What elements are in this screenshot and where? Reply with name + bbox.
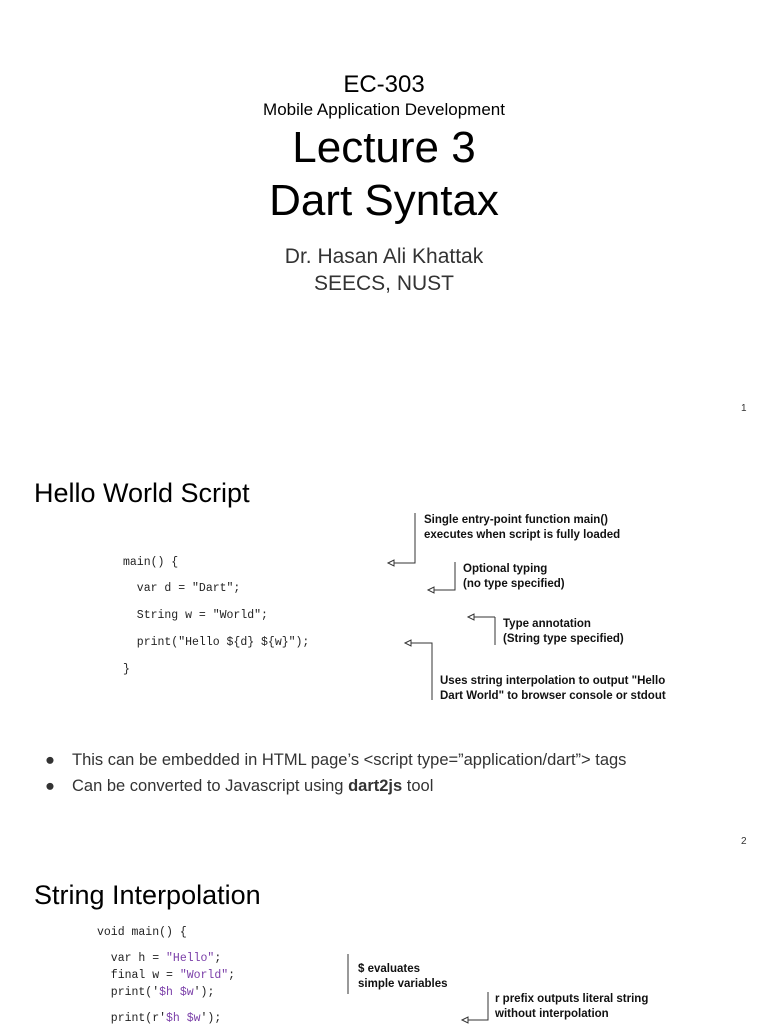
connector-rprefix <box>468 992 488 1020</box>
code3-l3-b: ; <box>228 969 236 982</box>
author-organization: SEECS, NUST <box>313 272 455 295</box>
code-line-4: print("Hello ${d} ${w}"); <box>123 636 310 649</box>
code3-l4-string: $h $w <box>159 986 194 999</box>
code-line-2: var d = "Dart"; <box>123 582 241 595</box>
code3-l2-string: "Hello" <box>166 952 215 965</box>
code3-l5-string: $h $w <box>166 1012 201 1025</box>
lecture-topic: Dart Syntax <box>269 176 499 225</box>
page-number-2: 2 <box>741 836 747 847</box>
slide-title-string-interpolation: String Interpolation <box>34 880 261 910</box>
annotation-optional-typing: Optional typing (no type specified) <box>463 563 565 590</box>
code-line-5: } <box>123 663 130 676</box>
bullet-dot: ● <box>45 777 55 795</box>
code3-l2-a: var h = <box>97 952 167 965</box>
slide-title-hello-world: Hello World Script <box>34 478 250 508</box>
lecture-number: Lecture 3 <box>292 123 476 172</box>
bullet-text-2-pre: Can be converted to Javascript using <box>72 777 349 795</box>
bullet-text-2-bold: dart2js <box>348 777 403 795</box>
page-number-1: 1 <box>741 403 747 414</box>
code3-l5-a: print(r' <box>97 1012 167 1025</box>
author-name: Dr. Hasan Ali Khattak <box>284 245 484 268</box>
bullet-text-1: This can be embedded in HTML page’s <script type=”application/dart”> tags <box>72 751 627 769</box>
code3-l4-a: print(' <box>97 986 160 999</box>
annotation-type-annotation: Type annotation (String type specified) <box>503 618 624 645</box>
code3-line-1: void main() { <box>97 926 187 939</box>
annotation-r-prefix: r prefix outputs literal string without interpolation <box>495 993 649 1020</box>
bullet-dot: ● <box>45 751 55 769</box>
annotation-dollar-evaluates: $ evaluates simple variables <box>358 963 448 990</box>
arrowhead-rprefix <box>462 1017 468 1023</box>
code-line-1: main() { <box>123 556 179 569</box>
code3-l3-string: "World" <box>179 969 229 982</box>
bullet-text-2-post: tool <box>402 777 434 795</box>
course-subtitle: Mobile Application Development <box>263 100 505 119</box>
code3-l3-a: final w = <box>97 969 180 982</box>
code3-l4-b: '); <box>193 986 215 999</box>
code3-l5-b: '); <box>200 1012 222 1025</box>
code3-l2-b: ; <box>214 952 222 965</box>
course-code: EC-303 <box>343 71 425 98</box>
annotation-string-interpolation: Uses string interpolation to output "Hello Dart World" to browser console or stdout <box>440 675 666 702</box>
annotation-entry-point: Single entry-point function main() executes when script is fully loaded <box>424 514 621 541</box>
code-line-3: String w = "World"; <box>123 609 268 622</box>
